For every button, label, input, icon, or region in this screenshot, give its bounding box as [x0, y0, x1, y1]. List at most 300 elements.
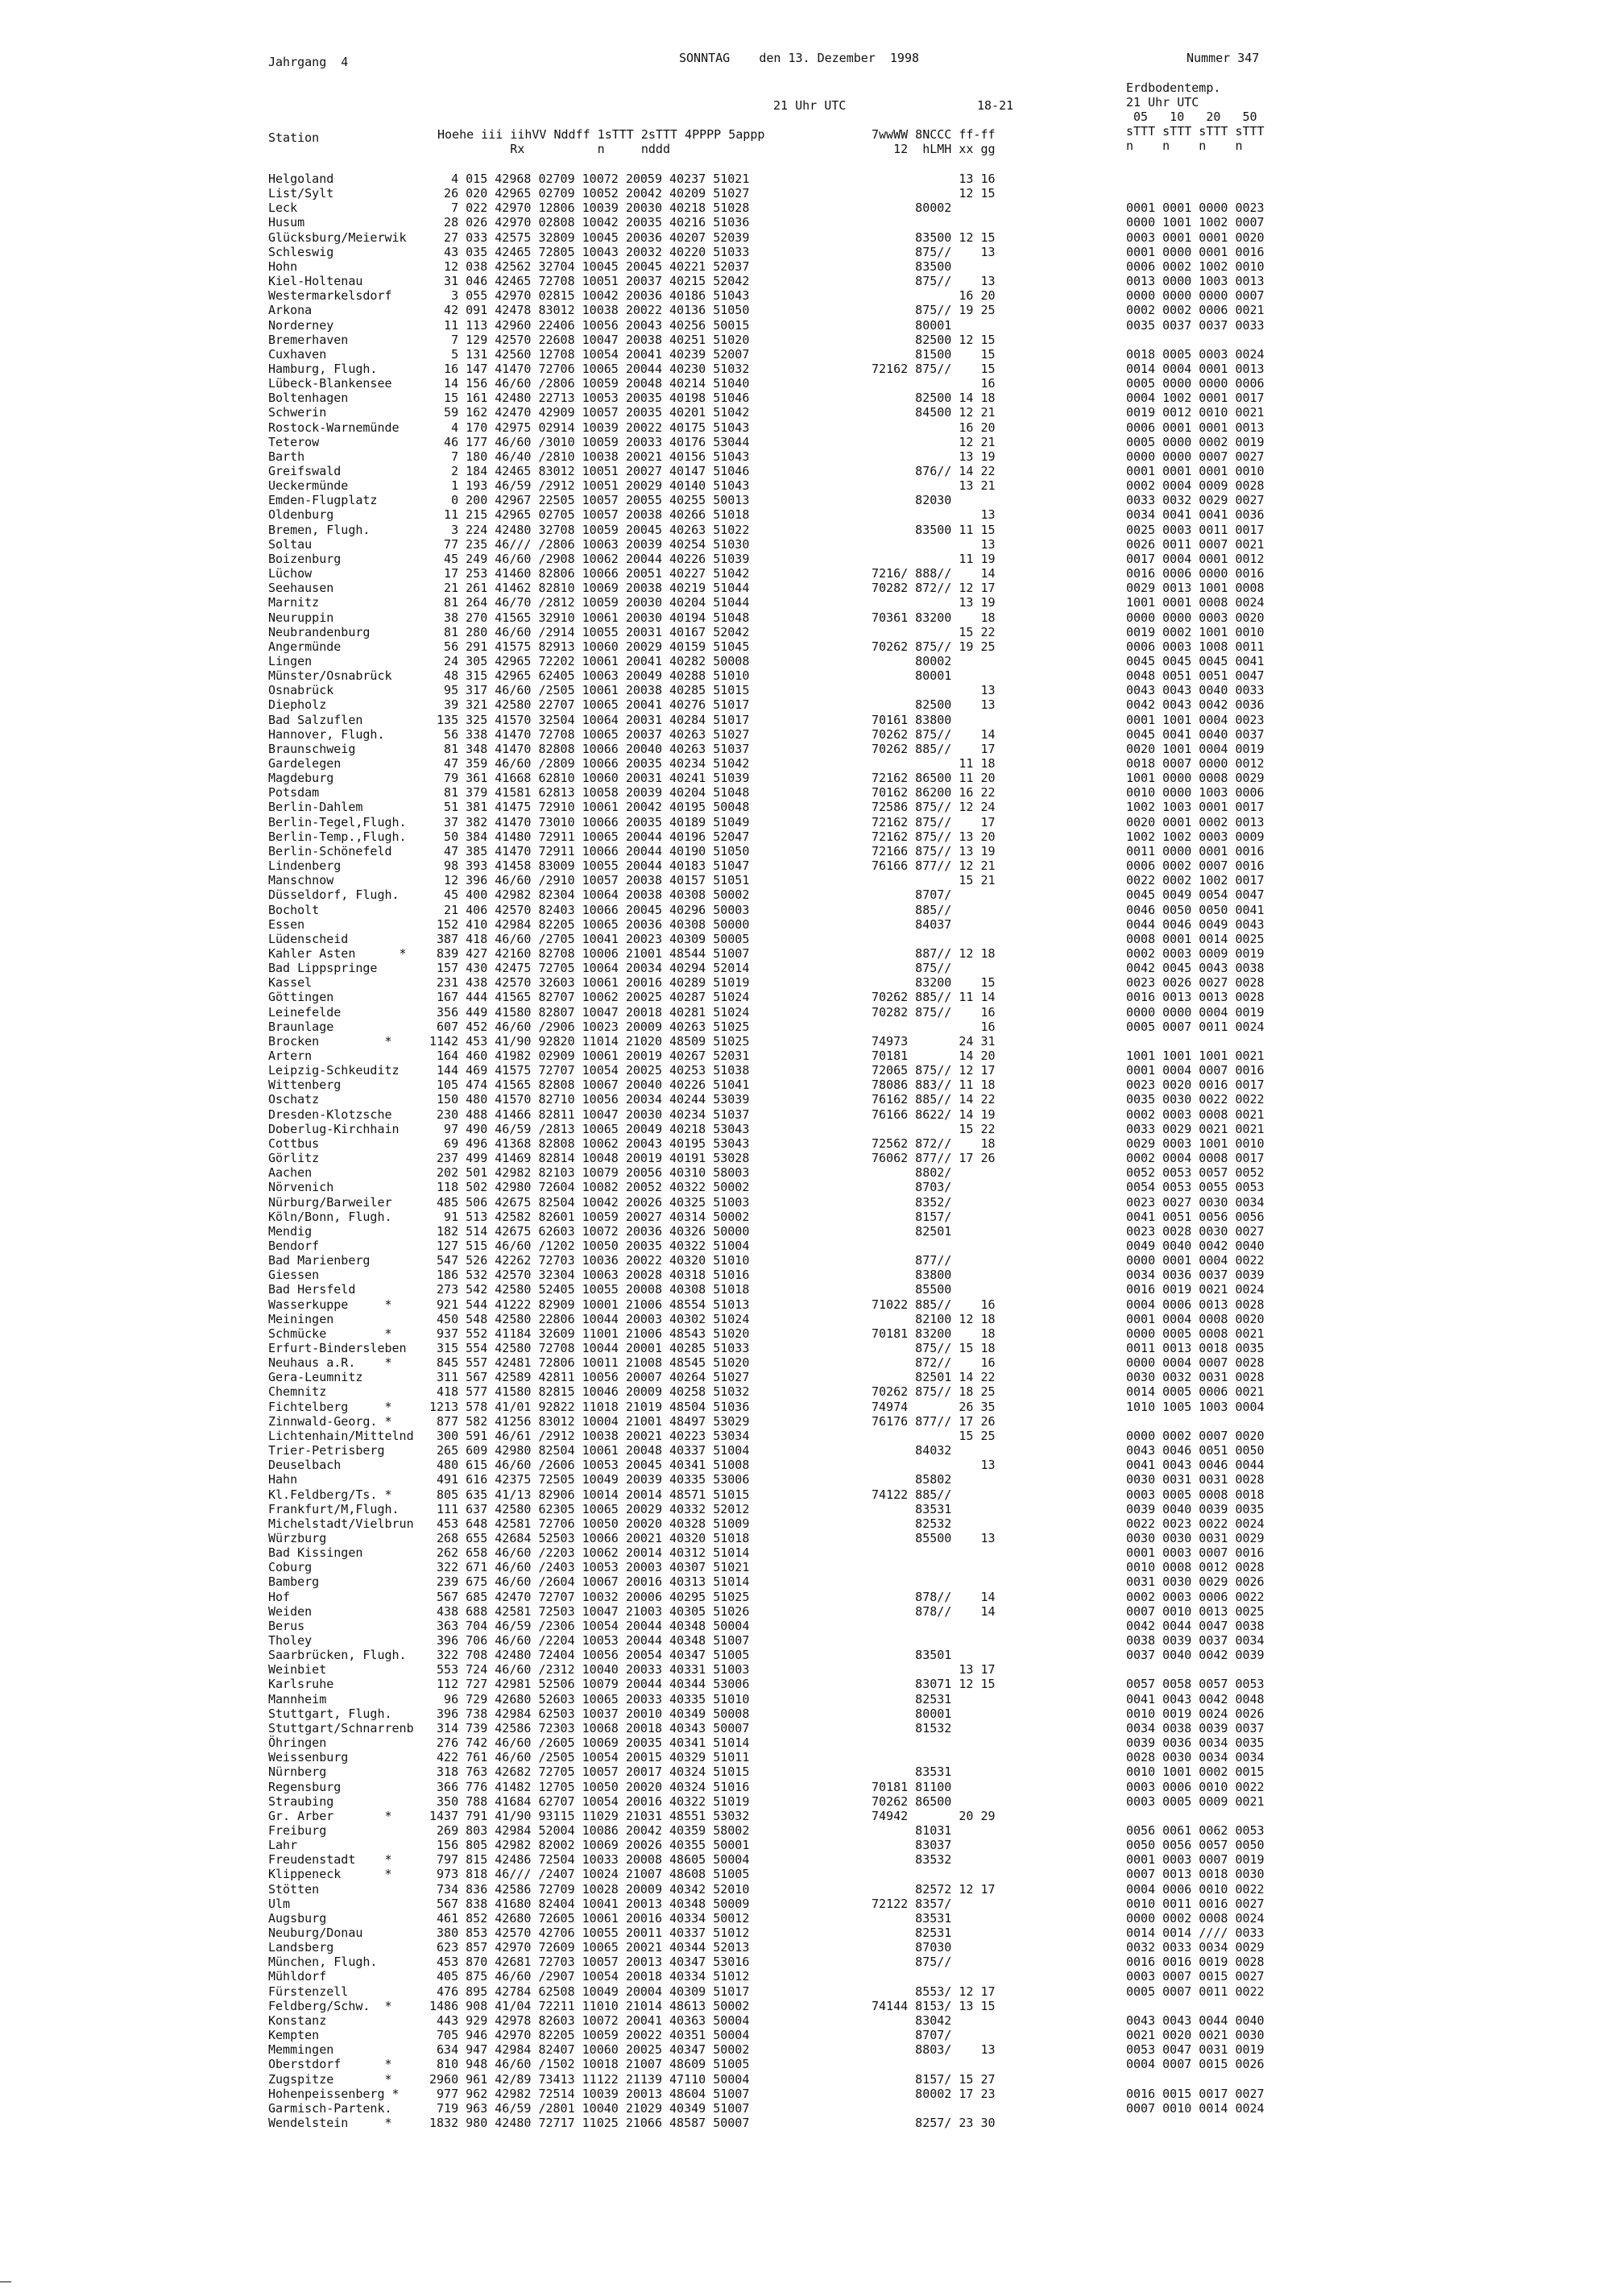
station-values: 46 177 46/60 /3010 10059 20033 40176 53044: [429, 434, 750, 449]
table-row: [0, 581, 1611, 595]
station-values: 164 460 41982 02909 10061 20019 40267 52031: [429, 1049, 750, 1063]
station-extra: 8703/: [872, 1180, 952, 1195]
station-extra: 16 20: [872, 420, 996, 435]
station-name: Emden-Flugplatz: [268, 493, 378, 508]
station-extra: 875// 19 25: [872, 303, 996, 318]
station-name: Magdeburg: [268, 771, 334, 786]
station-values: 634 947 42984 82407 10060 20025 40347 50002: [429, 2042, 750, 2058]
station-values: 7 180 46/40 /2810 10038 20021 40156 51043: [429, 449, 750, 464]
table-row: [0, 1809, 1611, 1823]
soil-values: 0023 0026 0027 0028: [1126, 975, 1265, 991]
station-extra: 76176 877// 17 26: [872, 1413, 996, 1429]
table-row: [0, 1210, 1611, 1224]
station-values: 443 929 42978 82603 10072 20041 40363 50004: [429, 2013, 750, 2028]
table-row: [0, 303, 1611, 317]
station-extra: 87030: [872, 1940, 952, 1955]
station-values: 322 708 42480 72404 10056 20054 40347 51005: [429, 1648, 750, 1663]
station-extra: 83200 15: [872, 975, 996, 991]
table-row: [0, 771, 1611, 785]
table-row: [0, 1516, 1611, 1531]
soil-values: 0022 0023 0022 0024: [1126, 1516, 1265, 1531]
station-name: Karlsruhe: [268, 1677, 334, 1692]
station-name: Konstanz: [268, 2013, 327, 2028]
table-row: [0, 610, 1611, 625]
station-name: Bremen, Flugh.: [268, 522, 371, 537]
station-extra: 72122 8357/: [872, 1896, 952, 1911]
station-values: 485 506 42675 82504 10042 20026 40325 51003: [429, 1194, 750, 1210]
station-extra: 76166 877// 12 21: [872, 858, 996, 874]
table-row: [0, 1005, 1611, 1020]
station-extra: 74144 8153/ 13 15: [872, 1998, 996, 2013]
station-name: Schleswig: [268, 244, 334, 259]
station-name: Bocholt: [268, 902, 320, 917]
table-row: [0, 1560, 1611, 1574]
table-row: [0, 1969, 1611, 1984]
station-name: Diepholz: [268, 697, 327, 713]
station-values: 105 474 41565 82808 10067 20040 40226 51041: [429, 1078, 750, 1093]
station-values: 48 315 42965 62405 10063 20049 40288 51010: [429, 668, 750, 684]
station-extra: 11 19: [872, 551, 996, 566]
soil-values: 0011 0000 0001 0016: [1126, 843, 1265, 858]
station-extra: 83531: [872, 1764, 952, 1780]
soil-values: 0029 0013 1001 0008: [1126, 581, 1265, 596]
station-values: 81 348 41470 82808 10066 20040 40263 51037: [429, 741, 750, 756]
station-values: 112 727 42981 52506 10079 20044 40344 53006: [429, 1677, 750, 1692]
station-extra: 8257/ 23 30: [872, 2115, 996, 2130]
issue-number: Nummer 347: [1187, 51, 1260, 65]
station-name: Berlin-Schönefeld: [268, 843, 392, 858]
station-values: 12 038 42562 32704 10045 20045 40221 52037: [429, 259, 750, 274]
table-row: [0, 347, 1611, 362]
station-values: 144 469 41575 72707 10054 20025 40253 51038: [429, 1063, 750, 1078]
station-values: 607 452 46/60 /2906 10023 20009 40263 51025: [429, 1019, 750, 1034]
station-name: Aachen: [268, 1165, 313, 1181]
soil-values: 0000 0002 0008 0024: [1126, 1910, 1265, 1926]
table-row: [0, 537, 1611, 552]
soil-values: 0033 0032 0029 0027: [1126, 493, 1265, 508]
soil-values: 0014 0014 //// 0033: [1126, 1926, 1265, 1940]
station-extra: 72166 875// 13 19: [872, 843, 996, 858]
station-values: 4 015 42968 02709 10072 20059 40237 51021: [429, 172, 750, 186]
station-name: Lüchow: [268, 566, 313, 581]
soil-values: 0023 0027 0030 0034: [1126, 1194, 1265, 1210]
station-name: Münster/Osnabrück: [268, 668, 392, 684]
table-row: [0, 1735, 1611, 1750]
table-row: [0, 873, 1611, 887]
table-row: [0, 625, 1611, 639]
station-name: Glücksburg/Meierwik: [268, 230, 407, 245]
station-values: 45 400 42982 82304 10064 20038 40308 50002: [429, 887, 750, 903]
station-extra: 72162 875// 15: [872, 361, 996, 376]
soil-values: 0025 0003 0011 0017: [1126, 522, 1265, 537]
extra-head-1: 7wwWW 8NCCC ff-ff: [872, 127, 996, 142]
table-row: [0, 318, 1611, 333]
station-extra: 15 22: [872, 624, 996, 639]
station-extra: 76062 877// 17 26: [872, 1151, 996, 1166]
station-values: 405 875 46/60 /2907 10054 20018 40334 51012: [429, 1969, 750, 1984]
soil-values: 0032 0033 0034 0029: [1126, 1940, 1265, 1955]
table-row: [0, 449, 1611, 464]
table-row: [0, 1151, 1611, 1165]
station-name: Bamberg: [268, 1574, 320, 1590]
station-name: List/Sylt: [268, 186, 334, 201]
table-row: [0, 1034, 1611, 1049]
soil-values: 0030 0032 0031 0028: [1126, 1370, 1265, 1385]
station-extra: 70162 86200 16 22: [872, 785, 996, 800]
station-values: 81 379 41581 62813 10058 20039 40204 51048: [429, 785, 750, 800]
station-name: Boizenburg: [268, 551, 342, 566]
table-row: [0, 2101, 1611, 2116]
table-row: [0, 1370, 1611, 1384]
station-name: Berlin-Temp.,Flugh.: [268, 829, 407, 844]
table-row: [0, 201, 1611, 215]
station-name: Bad Salzuflen: [268, 712, 363, 727]
station-extra: 82501 14 22: [872, 1370, 996, 1385]
station-name: Neubrandenburg: [268, 624, 371, 639]
soil-title: Erdbodentemp.: [1126, 81, 1221, 95]
soil-values: 0000 0001 0004 0022: [1126, 1253, 1265, 1268]
station-name: Berus: [268, 1618, 305, 1633]
station-values: 186 532 42570 32304 10063 20028 40318 51016: [429, 1268, 750, 1283]
soil-utc: 21 Uhr UTC: [1126, 95, 1199, 110]
soil-values: 0001 0003 0007 0019: [1126, 1852, 1265, 1868]
station-extra: 82531: [872, 1926, 952, 1940]
station-extra: 85500: [872, 1282, 952, 1297]
soil-values: 0001 1001 0004 0023: [1126, 712, 1265, 727]
station-name: Stötten: [268, 1881, 320, 1897]
soil-values: 0039 0036 0034 0035: [1126, 1735, 1265, 1751]
table-row: [0, 1355, 1611, 1370]
table-row: [0, 464, 1611, 478]
soil-values: 0005 0000 0000 0006: [1126, 376, 1265, 391]
station-extra: 82501: [872, 1223, 952, 1239]
station-name: Lübeck-Blankensee: [268, 376, 392, 391]
station-name: Bad Lippspringe: [268, 961, 378, 976]
station-extra: 70181 83200 18: [872, 1326, 996, 1341]
station-extra: 13: [872, 507, 996, 523]
soil-values: 0000 0000 0007 0027: [1126, 449, 1265, 464]
station-name: Neuhaus a.R. *: [268, 1355, 392, 1371]
table-row: [0, 1063, 1611, 1078]
table-row: [0, 435, 1611, 449]
station-name: Meiningen: [268, 1311, 334, 1326]
station-extra: 83500 11 15: [872, 522, 996, 537]
station-values: 239 675 46/60 /2604 10067 20016 40313 51014: [429, 1574, 750, 1590]
table-row: [0, 1414, 1611, 1429]
station-values: 300 591 46/61 /2912 10038 20021 40223 53034: [429, 1428, 750, 1443]
station-values: 476 895 42784 62508 10049 20004 40309 51017: [429, 1984, 750, 1999]
soil-values: 0001 0001 0000 0023: [1126, 201, 1265, 216]
station-values: 127 515 46/60 /1202 10050 20035 40322 51004: [429, 1238, 750, 1253]
soil-values: 0002 0002 0006 0021: [1126, 303, 1265, 318]
station-values: 50 384 41480 72911 10065 20044 40196 52047: [429, 829, 750, 844]
extra-head-2: 12 hLMH xx gg: [872, 142, 996, 156]
station-name: Saarbrücken, Flugh.: [268, 1648, 407, 1663]
station-extra: 70181 81100: [872, 1779, 952, 1794]
table-row: [0, 259, 1611, 274]
station-extra: 84032: [872, 1443, 952, 1458]
station-extra: 13 16: [872, 172, 996, 186]
station-extra: 74942 20 29: [872, 1808, 996, 1823]
station-extra: 76162 885// 14 22: [872, 1092, 996, 1107]
table-row: [0, 1852, 1611, 1867]
soil-values: 0005 0007 0011 0022: [1126, 1984, 1265, 1999]
table-row: [0, 362, 1611, 376]
station-extra: 70181 14 20: [872, 1049, 996, 1063]
station-name: Bad Kissingen: [268, 1545, 363, 1561]
station-values: 37 382 41470 73010 10066 20035 40189 51049: [429, 814, 750, 829]
soil-values: 0043 0043 0040 0033: [1126, 683, 1265, 698]
station-name: Schwerin: [268, 405, 327, 420]
station-extra: 80001: [872, 1706, 952, 1721]
station-name: Wendelstein *: [268, 2115, 392, 2130]
station-values: 1832 980 42480 72717 11025 21066 48587 50007: [429, 2115, 750, 2130]
station-values: 480 615 46/60 /2606 10053 20045 40341 51008: [429, 1458, 750, 1473]
station-name: Wasserkuppe *: [268, 1297, 392, 1312]
station-values: 4 170 42975 02914 10039 20022 40175 51043: [429, 420, 750, 435]
station-extra: 81532: [872, 1720, 952, 1735]
station-values: 231 438 42570 32603 10061 20016 40289 51019: [429, 975, 750, 991]
table-row: [0, 2028, 1611, 2042]
table-row: [0, 1165, 1611, 1180]
station-extra: 83501: [872, 1648, 952, 1663]
station-values: 7 022 42970 12806 10039 20030 40218 51028: [429, 201, 750, 216]
station-name: Gr. Arber *: [268, 1808, 392, 1823]
station-extra: 875//: [872, 961, 952, 976]
soil-values: 0005 0007 0011 0024: [1126, 1019, 1265, 1034]
soil-values: 1001 0000 0008 0029: [1126, 771, 1265, 786]
station-name: Kl.Feldberg/Ts. *: [268, 1487, 392, 1502]
station-extra: 76166 8622/ 14 19: [872, 1107, 996, 1122]
station-name: Chemnitz: [268, 1384, 327, 1400]
station-extra: 83037: [872, 1838, 952, 1853]
station-name: Weissenburg: [268, 1750, 349, 1765]
station-name: Boltenhagen: [268, 391, 349, 406]
table-row: [0, 815, 1611, 829]
station-name: Berlin-Tegel,Flugh.: [268, 814, 407, 829]
soil-values: 0034 0038 0039 0037: [1126, 1720, 1265, 1735]
table-row: [0, 1107, 1611, 1122]
station-name: Soltau: [268, 536, 313, 552]
station-values: 38 270 41565 32910 10061 20030 40194 51048: [429, 610, 750, 625]
station-name: Schmücke *: [268, 1326, 392, 1341]
soil-values: 0028 0030 0034 0034: [1126, 1750, 1265, 1765]
station-values: 17 253 41460 82806 10066 20051 40227 51042: [429, 566, 750, 581]
station-extra: 875// 15 18: [872, 1341, 996, 1355]
station-values: 11 113 42960 22406 10056 20043 40256 50015: [429, 317, 750, 333]
station-extra: 885//: [872, 902, 952, 917]
soil-values: 0042 0045 0043 0038: [1126, 961, 1265, 976]
station-values: 265 609 42980 82504 10061 20048 40337 51004: [429, 1443, 750, 1458]
station-name: Giessen: [268, 1268, 320, 1283]
station-name: Hamburg, Flugh.: [268, 361, 378, 376]
soil-values: 0041 0043 0046 0044: [1126, 1458, 1265, 1473]
soil-values: 0023 0020 0016 0017: [1126, 1078, 1265, 1093]
station-values: 318 763 42682 72705 10057 20017 40324 51015: [429, 1764, 750, 1780]
station-values: 269 803 42984 52004 10086 20042 40359 58002: [429, 1822, 750, 1838]
table-row: [0, 1574, 1611, 1589]
station-values: 839 427 42160 82708 10006 21001 48544 51007: [429, 945, 750, 961]
soil-values: 0002 0004 0008 0017: [1126, 1151, 1265, 1166]
table-row: [0, 1078, 1611, 1092]
station-extra: 16 20: [872, 288, 996, 304]
station-extra: 82500 12 15: [872, 332, 996, 347]
station-values: 24 305 42965 72202 10061 20041 40282 50008: [429, 653, 750, 668]
station-values: 28 026 42970 02808 10042 20035 40216 51036: [429, 215, 750, 230]
table-row: [0, 975, 1611, 990]
table-row: [0, 2116, 1611, 2130]
station-values: 2960 961 42/89 73413 11122 21139 47110 50004: [429, 2071, 750, 2087]
station-extra: 13 17: [872, 1662, 996, 1678]
station-extra: 82500 13: [872, 697, 996, 713]
soil-values: 0003 0005 0009 0021: [1126, 1793, 1265, 1809]
station-name: Weinbiet: [268, 1662, 327, 1678]
station-name: Lindenberg: [268, 858, 342, 874]
station-values: 14 156 46/60 /2806 10059 20048 40214 51040: [429, 376, 750, 391]
station-values: 276 742 46/60 /2605 10069 20035 40341 51014: [429, 1735, 750, 1751]
station-values: 719 963 46/59 /2801 10040 21029 40349 51007: [429, 2100, 750, 2116]
station-extra: 72162 86500 11 20: [872, 771, 996, 786]
station-extra: 13 19: [872, 449, 996, 464]
table-row: [0, 172, 1611, 186]
soil-head-2: n n n n: [1126, 139, 1243, 153]
station-name: Braunlage: [268, 1019, 334, 1034]
station-name: Bad Hersfeld: [268, 1282, 356, 1297]
soil-values: 0003 0007 0015 0027: [1126, 1969, 1265, 1984]
station-extra: 877//: [872, 1253, 952, 1268]
station-extra: 8157/: [872, 1209, 952, 1224]
station-values: 51 381 41475 72910 10061 20042 40195 50048: [429, 800, 750, 815]
station-extra: 872// 16: [872, 1355, 996, 1371]
station-values: 81 264 46/70 /2812 10059 20030 40204 51044: [429, 595, 750, 610]
soil-values: 0041 0051 0056 0056: [1126, 1209, 1265, 1224]
station-extra: 13: [872, 536, 996, 552]
station-values: 547 526 42262 72703 10036 20022 40320 51010: [429, 1253, 750, 1268]
station-extra: 8352/: [872, 1194, 952, 1210]
table-row: [0, 1648, 1611, 1662]
table-row: [0, 1633, 1611, 1648]
table-row: [0, 1239, 1611, 1253]
station-extra: 83531: [872, 1910, 952, 1926]
soil-values: 0000 0004 0007 0028: [1126, 1355, 1265, 1371]
station-name: Kahler Asten *: [268, 945, 407, 961]
table-row: [0, 1122, 1611, 1136]
station-extra: 82572 12 17: [872, 1881, 996, 1897]
soil-values: 0010 1001 0002 0015: [1126, 1764, 1265, 1780]
soil-values: 0007 0013 0018 0030: [1126, 1867, 1265, 1882]
station-name: Ueckermünde: [268, 478, 349, 494]
station-extra: 72065 875// 12 17: [872, 1063, 996, 1078]
soil-values: 0010 0000 1003 0006: [1126, 785, 1265, 800]
soil-values: 0056 0061 0062 0053: [1126, 1822, 1265, 1838]
soil-values: 0006 0002 0007 0016: [1126, 858, 1265, 874]
station-values: 12 396 46/60 /2910 10057 20038 40157 51051: [429, 873, 750, 888]
table-row: [0, 215, 1611, 230]
station-extra: 83500 12 15: [872, 230, 996, 245]
station-extra: 80002 17 23: [872, 2086, 996, 2101]
station-extra: 82100 12 18: [872, 1311, 996, 1326]
soil-values: 0050 0056 0057 0050: [1126, 1838, 1265, 1853]
station-name: Stuttgart, Flugh.: [268, 1706, 392, 1721]
station-name: Helgoland: [268, 172, 334, 186]
station-values: 623 857 42970 72609 10065 20021 40344 52013: [429, 1940, 750, 1955]
station-values: 43 035 42465 72805 10043 20032 40220 51033: [429, 244, 750, 259]
station-name: Neuruppin: [268, 610, 334, 625]
station-values: 921 544 41222 82909 10001 21006 48554 51013: [429, 1297, 750, 1312]
station-values: 230 488 41466 82811 10047 20030 40234 51037: [429, 1107, 750, 1122]
station-extra: 15 21: [872, 873, 996, 888]
station-values: 567 685 42470 72707 10032 20006 40295 51025: [429, 1589, 750, 1604]
soil-values: 0018 0005 0003 0024: [1126, 346, 1265, 362]
station-name: Oschatz: [268, 1092, 320, 1107]
table-row: [0, 639, 1611, 654]
soil-values: 0016 0013 0013 0028: [1126, 990, 1265, 1005]
soil-values: 0006 0003 1008 0011: [1126, 639, 1265, 654]
table-row: [0, 1531, 1611, 1545]
station-name: Kempten: [268, 2028, 320, 2043]
soil-values: 0001 0000 0001 0016: [1126, 244, 1265, 259]
soil-values: 0016 0019 0021 0024: [1126, 1282, 1265, 1297]
station-extra: 875//: [872, 1955, 952, 1970]
station-name: Garmisch-Partenk.: [268, 2100, 392, 2116]
table-row: [0, 1604, 1611, 1619]
station-values: 45 249 46/60 /2908 10062 20044 40226 51039: [429, 551, 750, 566]
station-extra: 82500 14 18: [872, 391, 996, 406]
soil-values: 0000 0002 0007 0020: [1126, 1428, 1265, 1443]
station-name: Lahr: [268, 1838, 298, 1853]
table-row: [0, 1794, 1611, 1809]
table-row: [0, 1721, 1611, 1735]
station-values: 453 870 42681 72703 10057 20013 40347 53016: [429, 1955, 750, 1970]
station-extra: 78086 883// 11 18: [872, 1078, 996, 1093]
station-name: Köln/Bonn, Flugh.: [268, 1209, 392, 1224]
station-name: Würzburg: [268, 1530, 327, 1545]
station-name: Feldberg/Schw. *: [268, 1998, 392, 2013]
soil-values: 0001 0001 0001 0010: [1126, 464, 1265, 478]
soil-values: 0010 0008 0012 0028: [1126, 1560, 1265, 1575]
station-extra: 876// 14 22: [872, 464, 996, 478]
station-name: Zinnwald-Georg. *: [268, 1413, 392, 1429]
station-values: 937 552 41184 32609 11001 21006 48543 51020: [429, 1326, 750, 1341]
station-values: 567 838 41680 82404 10041 20013 40348 50009: [429, 1896, 750, 1911]
station-name: Freiburg: [268, 1822, 327, 1838]
station-extra: 74974 26 35: [872, 1399, 996, 1414]
soil-values: 1001 0001 0008 0024: [1126, 595, 1265, 610]
station-name: Mendig: [268, 1223, 313, 1239]
station-extra: 84037: [872, 916, 952, 932]
table-row: [0, 1619, 1611, 1633]
soil-depths: 05 10 20 50: [1126, 110, 1257, 124]
station-values: 97 490 46/59 /2813 10065 20049 40218 53043: [429, 1121, 750, 1136]
station-extra: 70262 885// 17: [872, 741, 996, 756]
station-name: Manschnow: [268, 873, 334, 888]
table-row: [0, 668, 1611, 683]
table-row: [0, 887, 1611, 902]
station-name: Bremerhaven: [268, 332, 349, 347]
station-values: 418 577 41580 82815 10046 20009 40258 51032: [429, 1384, 750, 1400]
station-name: Doberlug-Kirchhain: [268, 1121, 400, 1136]
table-row: [0, 1020, 1611, 1034]
table-row: [0, 727, 1611, 742]
soil-values: 0000 1001 1002 0007: [1126, 215, 1265, 230]
table-row: [0, 1590, 1611, 1604]
station-name: Leipzig-Schkeuditz: [268, 1063, 400, 1078]
station-extra: 80001: [872, 668, 952, 684]
table-row: [0, 2057, 1611, 2071]
station-name: Nürburg/Barweiler: [268, 1194, 392, 1210]
station-name: Braunschweig: [268, 741, 356, 756]
station-values: 734 836 42586 72709 10028 20009 40342 52010: [429, 1881, 750, 1897]
